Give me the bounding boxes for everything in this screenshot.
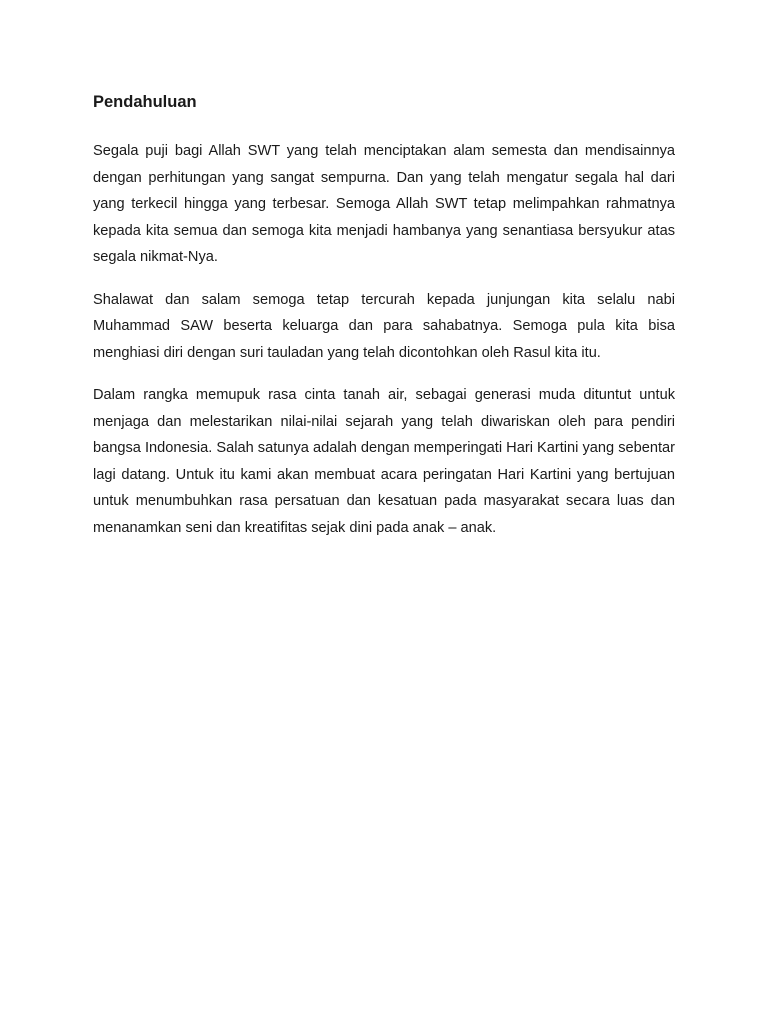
paragraph-opening: Segala puji bagi Allah SWT yang telah menciptakan alam semesta dan mendisainnya dengan perhitungan yang sangat sempurna. Dan yang telah mengatur segala hal dari yang terkecil hingga yang terbesar. Semoga Allah SWT tetap melimpahkan rahmatnya kepada kita semua dan semoga kita menjadi hambanya yang senantiasa bersyukur atas segala nikmat-Nya. (93, 143, 675, 265)
section-heading: Pendahuluan (93, 93, 197, 111)
paragraph-purpose: Dalam rangka memupuk rasa cinta tanah air, sebagai generasi muda dituntut untuk menjaga dan melestarikan nilai-nilai sejarah yang telah diwariskan oleh para pendiri bangsa Indonesia. Salah satunya adalah dengan memperingati Hari Kartini yang sebentar lagi datang. Untuk itu kami akan membuat acara peringatan Hari Kartini yang bertujuan untuk menumbuhkan rasa persatuan dan kesatuan pada masyarakat secara luas dan menanamkan seni dan kreatifitas sejak dini pada anak – anak. (93, 387, 675, 536)
paragraph-shalawat: Shalawat dan salam semoga tetap tercurah kepada junjungan kita selalu nabi Muhammad SAW beserta keluarga dan para sahabatnya. Semoga pula kita bisa menghiasi diri dengan suri tauladan yang telah dicontohkan oleh Rasul kita itu. (93, 291, 675, 361)
document-body (93, 90, 675, 557)
